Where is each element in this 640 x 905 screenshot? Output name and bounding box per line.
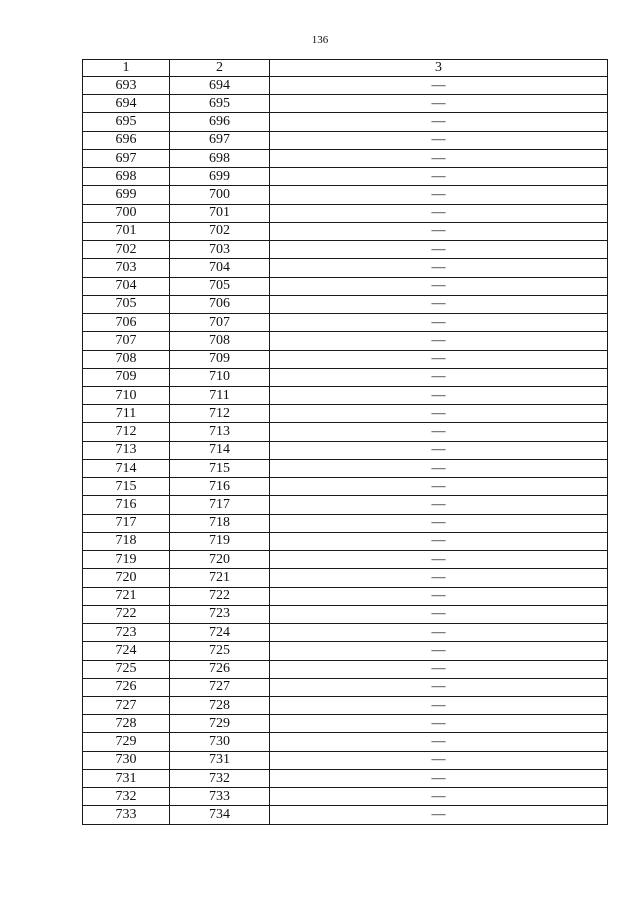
table-row [83,314,608,332]
table-cell-col-2: 730 [170,733,270,751]
table-cell-col-1: 729 [83,733,170,751]
table-cell-col-1: 714 [83,459,170,477]
table-cell-col-3: — [270,642,608,660]
table-cell-col-1: 723 [83,624,170,642]
column-header-2: 2 [170,60,270,77]
table-row [83,277,608,295]
table-cell-col-3: — [270,259,608,277]
table-cell-col-2: 706 [170,295,270,313]
table-cell-col-2: 713 [170,423,270,441]
table-cell-col-3: — [270,423,608,441]
table-cell-col-1: 715 [83,478,170,496]
table-row [83,514,608,532]
table-cell-col-3: — [270,532,608,550]
table-row [83,788,608,806]
table-cell-col-2: 704 [170,259,270,277]
table-row [83,696,608,714]
table-cell-col-2: 723 [170,605,270,623]
table-row [83,624,608,642]
table-cell-col-2: 698 [170,149,270,167]
table-cell-col-2: 712 [170,405,270,423]
table-cell-col-3: — [270,569,608,587]
table-cell-col-1: 722 [83,605,170,623]
table-cell-col-3: — [270,241,608,259]
table-row [83,660,608,678]
table-cell-col-3: — [270,478,608,496]
header-row [83,60,608,77]
table-row [83,168,608,186]
table-cell-col-2: 695 [170,95,270,113]
table-cell-col-3: — [270,660,608,678]
table-cell-col-2: 701 [170,204,270,222]
table-row [83,551,608,569]
table-row [83,222,608,240]
table-row [83,715,608,733]
table-cell-col-1: 712 [83,423,170,441]
table-cell-col-2: 705 [170,277,270,295]
table-cell-col-2: 694 [170,77,270,95]
table-cell-col-3: — [270,605,608,623]
table-cell-col-1: 710 [83,386,170,404]
table-cell-col-2: 728 [170,696,270,714]
table-row [83,131,608,149]
table-cell-col-2: 726 [170,660,270,678]
table-row [83,733,608,751]
table-cell-col-3: — [270,168,608,186]
table-cell-col-1: 727 [83,696,170,714]
table-cell-col-3: — [270,332,608,350]
table-cell-col-1: 720 [83,569,170,587]
table-cell-col-1: 703 [83,259,170,277]
column-header-1: 1 [83,60,170,77]
table-cell-col-3: — [270,95,608,113]
table-row [83,532,608,550]
table-cell-col-3: — [270,350,608,368]
table-cell-col-1: 721 [83,587,170,605]
table-cell-col-2: 700 [170,186,270,204]
table-cell-col-1: 693 [83,77,170,95]
table-row [83,478,608,496]
table-cell-col-3: — [270,715,608,733]
table-cell-col-1: 725 [83,660,170,678]
table-cell-col-2: 724 [170,624,270,642]
table-row [83,423,608,441]
table-header [83,60,608,77]
table-body [83,77,608,825]
table-cell-col-2: 729 [170,715,270,733]
table-row [83,751,608,769]
table-cell-col-1: 726 [83,678,170,696]
table-row [83,241,608,259]
table-cell-col-1: 731 [83,769,170,787]
table-cell-col-2: 715 [170,459,270,477]
table-row [83,587,608,605]
table-cell-col-3: — [270,149,608,167]
table-cell-col-3: — [270,77,608,95]
table-row [83,441,608,459]
table-cell-col-3: — [270,806,608,824]
table-cell-col-3: — [270,441,608,459]
table-cell-col-2: 716 [170,478,270,496]
table-row [83,368,608,386]
table-cell-col-3: — [270,368,608,386]
table-cell-col-2: 733 [170,788,270,806]
table-cell-col-3: — [270,587,608,605]
table-row [83,496,608,514]
table-row [83,642,608,660]
table-cell-col-2: 702 [170,222,270,240]
table-cell-col-3: — [270,459,608,477]
table-row [83,149,608,167]
table-cell-col-1: 718 [83,532,170,550]
table-cell-col-1: 697 [83,149,170,167]
table-cell-col-2: 722 [170,587,270,605]
table-cell-col-2: 714 [170,441,270,459]
table-cell-col-2: 725 [170,642,270,660]
table-cell-col-2: 732 [170,769,270,787]
table-cell-col-2: 696 [170,113,270,131]
table-cell-col-1: 705 [83,295,170,313]
table-cell-col-2: 734 [170,806,270,824]
table-cell-col-1: 699 [83,186,170,204]
table-row [83,295,608,313]
table-cell-col-3: — [270,678,608,696]
table-cell-col-3: — [270,696,608,714]
table-cell-col-1: 701 [83,222,170,240]
table-cell-col-3: — [270,277,608,295]
table-cell-col-3: — [270,788,608,806]
column-header-3: 3 [270,60,608,77]
table-cell-col-1: 716 [83,496,170,514]
table-cell-col-1: 732 [83,788,170,806]
table-row [83,332,608,350]
table-row [83,605,608,623]
table-cell-col-2: 727 [170,678,270,696]
table-cell-col-2: 731 [170,751,270,769]
table-cell-col-2: 709 [170,350,270,368]
table-cell-col-1: 709 [83,368,170,386]
table-cell-col-3: — [270,222,608,240]
table-cell-col-3: — [270,733,608,751]
table-row [83,204,608,222]
table-row [83,569,608,587]
table-cell-col-1: 724 [83,642,170,660]
table-cell-col-2: 721 [170,569,270,587]
table-row [83,186,608,204]
table-cell-col-1: 708 [83,350,170,368]
table-cell-col-1: 696 [83,131,170,149]
table-cell-col-3: — [270,551,608,569]
table-cell-col-3: — [270,131,608,149]
table-cell-col-1: 719 [83,551,170,569]
table-cell-col-3: — [270,295,608,313]
table-cell-col-1: 694 [83,95,170,113]
table-cell-col-1: 706 [83,314,170,332]
table-row [83,678,608,696]
table-cell-col-1: 730 [83,751,170,769]
table-cell-col-2: 720 [170,551,270,569]
table-cell-col-1: 711 [83,405,170,423]
table-cell-col-3: — [270,386,608,404]
table-row [83,405,608,423]
table-row [83,459,608,477]
table-cell-col-3: — [270,769,608,787]
table-cell-col-1: 700 [83,204,170,222]
table-cell-col-3: — [270,624,608,642]
table-cell-col-1: 707 [83,332,170,350]
table-cell-col-2: 710 [170,368,270,386]
table-row [83,95,608,113]
table-row [83,806,608,824]
table-cell-col-2: 711 [170,386,270,404]
table-cell-col-2: 717 [170,496,270,514]
table-cell-col-3: — [270,496,608,514]
table-cell-col-3: — [270,314,608,332]
table-cell-col-3: — [270,751,608,769]
table-cell-col-2: 703 [170,241,270,259]
table-cell-col-2: 718 [170,514,270,532]
table-cell-col-2: 697 [170,131,270,149]
table-cell-col-3: — [270,113,608,131]
table-cell-col-1: 713 [83,441,170,459]
table-row [83,259,608,277]
table-row [83,769,608,787]
table-cell-col-1: 698 [83,168,170,186]
table-cell-col-1: 702 [83,241,170,259]
table-cell-col-3: — [270,204,608,222]
table-row [83,77,608,95]
table-cell-col-2: 719 [170,532,270,550]
table-row [83,113,608,131]
table-cell-col-2: 708 [170,332,270,350]
table-cell-col-3: — [270,405,608,423]
table-cell-col-3: — [270,186,608,204]
table-row [83,386,608,404]
table-cell-col-3: — [270,514,608,532]
table-cell-col-2: 699 [170,168,270,186]
table-cell-col-1: 695 [83,113,170,131]
table-cell-col-1: 717 [83,514,170,532]
table-cell-col-1: 733 [83,806,170,824]
page-number: 136 [311,34,329,46]
table-cell-col-2: 707 [170,314,270,332]
table-row [83,350,608,368]
data-table [82,59,608,825]
table-cell-col-1: 704 [83,277,170,295]
table-cell-col-1: 728 [83,715,170,733]
